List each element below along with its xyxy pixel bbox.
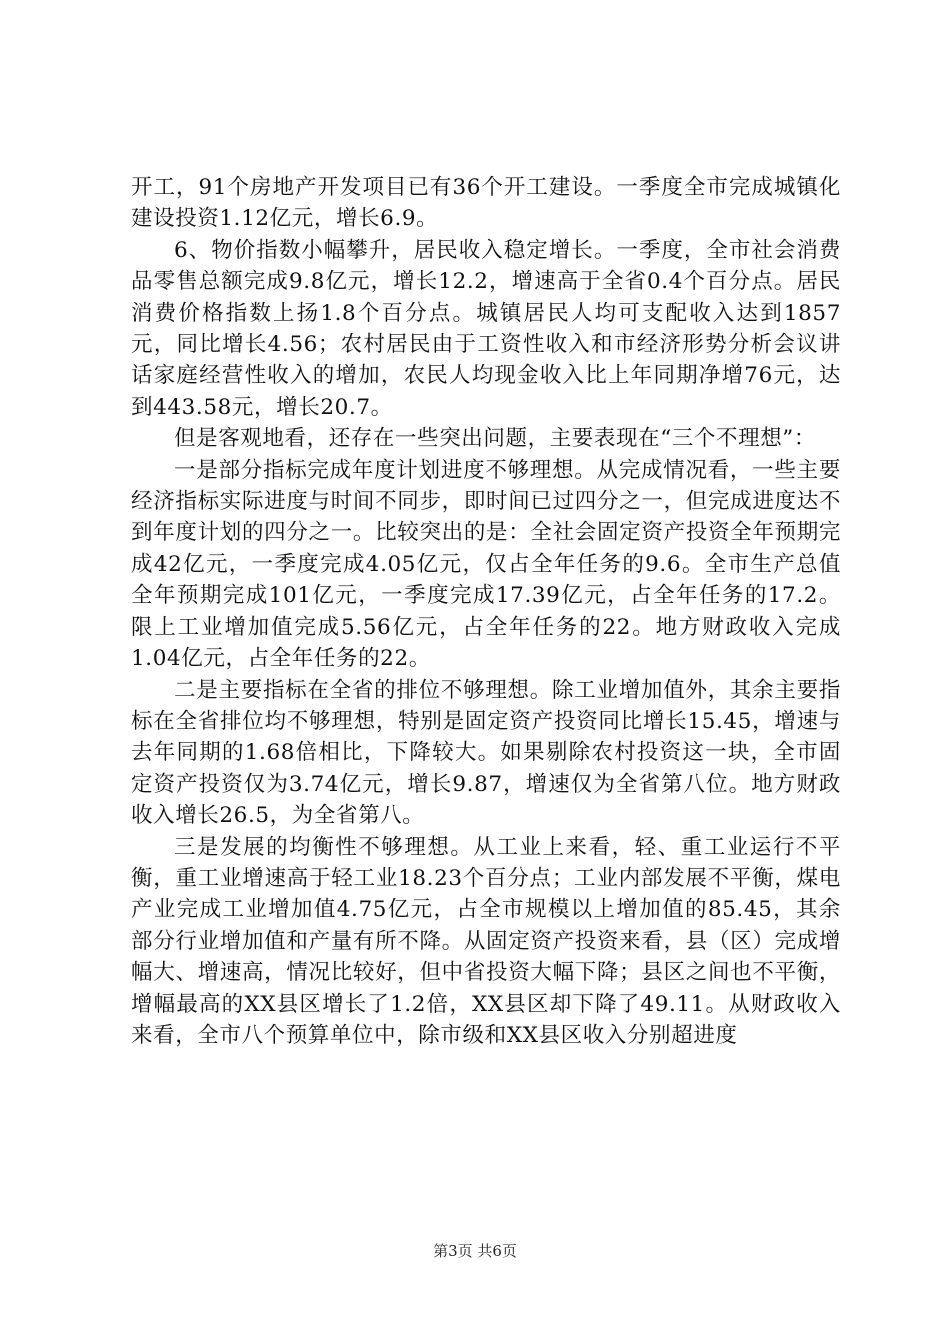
paragraph-4: 一是部分指标完成年度计划进度不够理想。从完成情况看，一些主要经济指标实际进度与时间不同步，即时间已过四分之一，但完成进度达不到年度计划的四分之一。比较突出的是：全社会固定资产投资全年预期完成42亿元，一季度完成4.05亿元，仅占全年任务的9.6。全市生产总值全年预期完成101亿元，一季度完成17.39亿元，占全年任务的17.2。限上工业增加值完成5.56亿元，占全年任务的22。地方财政收入完成1.04亿元，占全年任务的22。 bbox=[131, 457, 841, 672]
paragraph-3: 但是客观地看，还存在一些突出问题，主要表现在“三个不理想”： bbox=[174, 426, 816, 452]
paragraph-2: 6、物价指数小幅攀升，居民收入稳定增长。一季度，全市社会消费品零售总额完成9.8亿元，增长12.2，增速高于全省0.4个百分点。居民消费价格指数上扬1.8个百分点。城镇居民人均可支配收入达到1857元，同比增长4.56；农村居民由于工资性收入和市经济形势分析会议讲话家庭经营性收入的增加，农民人均现金收入比上年同期净增76元，达到443.58元，增长20.7。 bbox=[131, 237, 841, 420]
document-body bbox=[131, 172, 841, 1051]
paragraph-6: 三是发展的均衡性不够理想。从工业上来看，轻、重工业运行不平衡，重工业增速高于轻工业18.23个百分点；工业内部发展不平衡，煤电产业完成工业增加值4.75亿元，占全市规模以上增加值的85.45，其余部分行业增加值和产量有所不降。从固定资产投资来看，县（区）完成增幅大、增速高，情况比较好，但中省投资大幅下降；县区之间也不平衡，增幅最高的XX县区增长了1.2倍，XX县区却下降了49.11。从财政收入来看，全市八个预算单位中，除市级和XX县区收入分别超进度 bbox=[131, 834, 841, 1048]
paragraph-5: 二是主要指标在全省的排位不够理想。除工业增加值外，其余主要指标在全省排位均不够理想，特别是固定资产投资同比增长15.45，增速与去年同期的1.68倍相比，下降较大。如果剔除农村投资这一块，全市固定资产投资仅为3.74亿元，增长9.87，增速仅为全省第八位。地方财政收入增长26.5，为全省第八。 bbox=[131, 677, 841, 829]
paragraph-1: 开工，91个房地产开发项目已有36个开工建设。一季度全市完成城镇化建设投资1.12亿元，增长6.9。 bbox=[131, 175, 841, 232]
page-number-footer: 第3页 共6页 bbox=[433, 1242, 517, 1260]
